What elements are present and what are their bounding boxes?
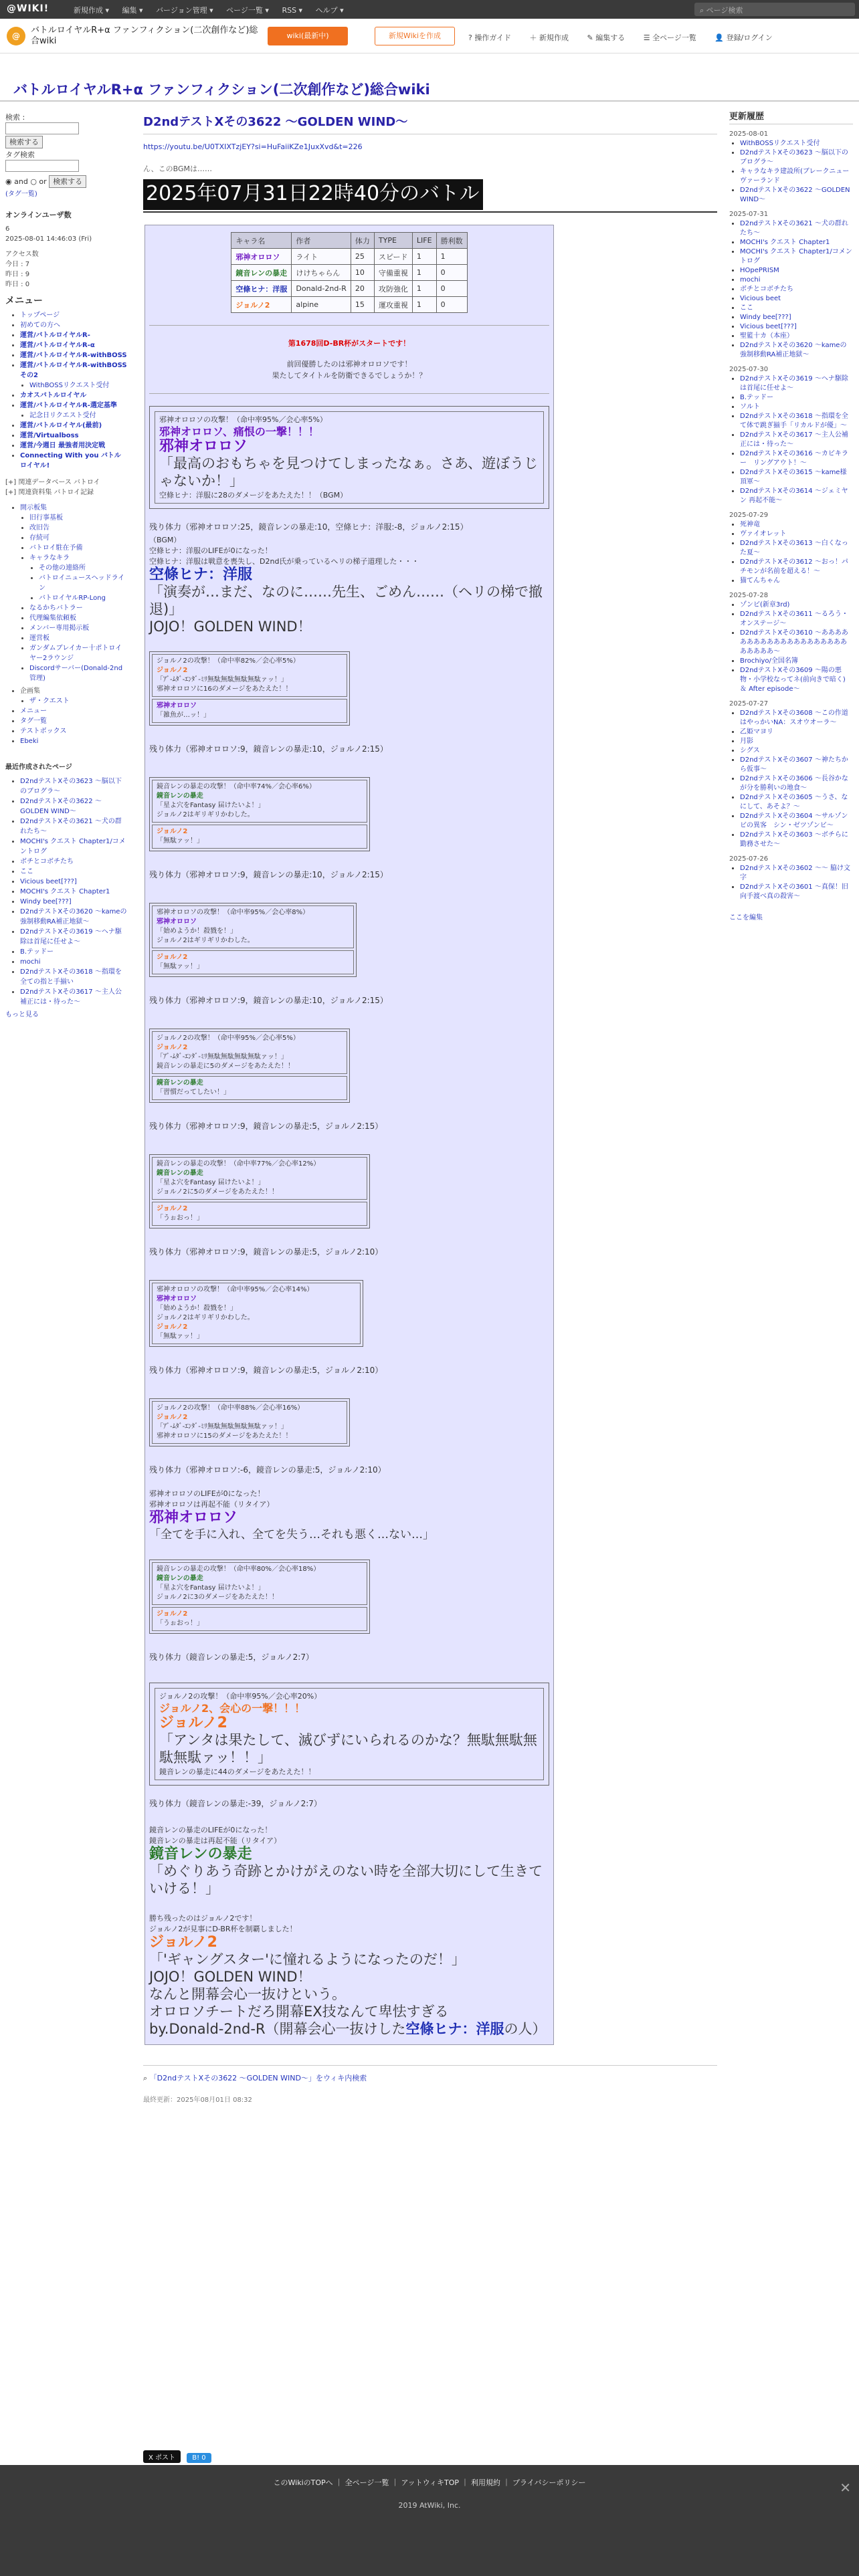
history-list (729, 864, 853, 901)
character-table (231, 232, 467, 313)
menu-edit[interactable]: 編集 ▾ (122, 6, 143, 15)
footer-link[interactable]: 利用規約 (471, 2478, 501, 2487)
sub-item: • 旧行事基板 (29, 513, 127, 523)
recent-item: • D2ndテストXその3621 〜犬の群れたち〜 (20, 817, 127, 837)
event-critical-1: 邪神オロロソの攻撃！（命中率95%／会心率5%） 邪神オロロソ、痛恨の一撃！！！ 邪神オロロソ 「最高のおもちゃを見つけてしまったなぁ。さあ、遊ぼうじゃないか！」 空條ヒナ：洋服に28のダメージをあたえた！！（BGM） (149, 406, 549, 509)
x-post-button[interactable]: X ポスト (143, 2450, 181, 2463)
hp-status: 残り体力（邪神オロロソ:9，鏡音レンの暴走:5，ジョルノ2:15） (149, 1121, 383, 1131)
nav-login[interactable]: 👤 登録/ログイン (714, 33, 773, 42)
online-value: 6 (5, 225, 10, 233)
youtube-link[interactable]: https://youtu.be/U0TXIXTzjEY?si=HuFaiiKZe1JuxXvd&t=226 (143, 142, 363, 151)
history-item[interactable]: MOCHI's クエスト Chapter1 (740, 239, 830, 246)
banner-divider (0, 100, 859, 102)
site-icon: @ (7, 27, 25, 45)
footer-links: このWikiのTOPへ ｜ 全ページ一覧 ｜ アットウィキTOP ｜ 利用規約 ｜ プライバシーポリシー (273, 2478, 586, 2487)
tag-search-button[interactable]: 検索する (49, 175, 86, 188)
footer-link[interactable]: 全ページ一覧 (345, 2478, 389, 2487)
recent-title: 最近作成されたページ (5, 764, 72, 771)
sub-item: • バトロイヤルRP-Long (39, 593, 127, 603)
recent-item: • D2ndテストXその3623 〜脳以下のブログラ〜 (20, 776, 127, 796)
table-row: 邪神オロロソ ライト 25 スピード 1 1 (231, 249, 467, 265)
related-db-link[interactable]: [+] 関連データベース バトロイ (5, 479, 100, 486)
sub-item: • メンバー専用掲示板 (29, 623, 127, 633)
site-title[interactable]: バトルロイヤルR+α ファンフィクション(二次創作など)総合wiki (31, 25, 258, 46)
hp-status: 残り体力（邪神オロロソ:9，鏡音レンの暴走:5，ジョルノ2:10） (149, 1366, 383, 1375)
recent-item: • D2ndテストXその3617 〜主人公補正には・待った〜 (20, 987, 127, 1007)
history-item[interactable]: D2ndテストXその3615 〜kame様頂軍〜 (740, 469, 847, 486)
history-item[interactable]: D2ndテストXその3608 〜この作道はやっかいNA：スオウオーラ〜 (740, 710, 848, 726)
history-item[interactable]: D2ndテストXその3602 〜〜 脇け文字 (740, 865, 851, 881)
menu-item: • 運営/Virtualboss (20, 431, 127, 441)
knockout-3: 鏡音レンの暴走のLIFEが0になった！ 鏡音レンの暴走は再起不能（リタイア） 鏡音レンの暴走 「めぐりあう奇跡とかけがえのない時を全部大切にして生きていける！」 (149, 1826, 543, 1897)
event-box: 邪神オロロソの攻撃！（命中率95%／会心率14%） 邪神オロロソ 「始めようか！殺戮を！」 ジョルノ2はギリギリかわした。 ジョルノ2 「無駄ァッ！」 (149, 1280, 363, 1347)
search-icon: ⌕ (700, 6, 706, 15)
menu-item: • 運営/バトルロイヤルR-選定基準 (20, 401, 127, 411)
hatena-bookmark-button[interactable]: B! 0 (187, 2453, 211, 2463)
event-box: 鏡音レンの暴走の攻撃！（命中率80%／会心率18%） 鏡音レンの暴走 「星よ穴をFantasy 届けたいよ！」 ジョルノ2に3のダメージをあたえた！！ ジョルノ2 「うぉおっ！」 (149, 1560, 370, 1634)
related-docs-link[interactable]: [+] 関連資料集 バトロイ記録 (5, 489, 94, 496)
recent-item: • mochi (20, 957, 127, 967)
edit-this-link[interactable]: ここを編集 (729, 914, 763, 922)
or-label: or (39, 177, 47, 186)
top-bar (0, 0, 859, 19)
hp-status: 残り体力（邪神オロロソ:9，鏡音レンの暴走:5，ジョルノ2:10） (149, 1247, 383, 1257)
history-item[interactable]: B.テッドー (740, 394, 774, 401)
menu-item: • 記念日リクエスト受付 (29, 411, 127, 421)
history-item[interactable]: キャラなキラ建設所(ブレークニューヴァーランド (740, 168, 850, 185)
event-box: 鏡音レンの暴走の攻撃！（命中率74%／会心率6%） 鏡音レンの暴走 「星よ穴をFantasy 届けたいよ！」 ジョルノ2はギリギリかわした。 ジョルノ2 「無駄ァッ！」 (149, 777, 370, 851)
battle-date-banner: 2025年07月31日22時40分のバトル (143, 179, 483, 210)
history-list (729, 219, 853, 360)
history-item[interactable]: 乙姫マヨリ (740, 728, 773, 736)
footer (0, 2465, 859, 2576)
other-item: • Ebeki (20, 736, 127, 746)
nav-new[interactable]: ＋ 新規作成 (529, 33, 569, 42)
history-item[interactable]: D2ndテストXその3601 〜真保！旧向手渡べ真の殺害〜 (740, 883, 848, 900)
recent-item: • B.テッドー (20, 947, 127, 957)
main-content (143, 112, 717, 2104)
sub-item: • 改旧告 (29, 523, 127, 533)
history-item[interactable]: D2ndテストXその3616 〜カビキラー リングアウト！〜 (740, 450, 848, 467)
history-item[interactable]: Windy bee[???] (740, 314, 791, 321)
search-label: 検索 : (5, 113, 25, 122)
history-item[interactable]: D2ndテストXその3617 〜主人公補正には・待った〜 (740, 431, 848, 448)
menu-pages[interactable]: ページ一覧 ▾ (226, 6, 269, 15)
event-box: 鏡音レンの暴走の攻撃！（命中率77%／会心率12%） 鏡音レンの暴走 「星よ穴をFantasy 届けたいよ！」 ジョルノ2に5のダメージをあたえた！！ ジョルノ2 「うぉおっ！」 (149, 1154, 370, 1228)
sub-item: • バトロイ駐在予備 (29, 543, 127, 553)
sub-item: • なるかちバトラー (29, 603, 127, 613)
header-nav (468, 32, 789, 43)
recent-item: • Vicious beet[???] (20, 877, 127, 887)
tag-list-link[interactable]: (タグ一覧) (5, 191, 37, 198)
search-placeholder: ページ検索 (706, 6, 743, 15)
access-counter: アクセス数 今日 : 7 昨日 : 9 昨日 : 0 (5, 251, 39, 288)
history-item[interactable]: 聖籃十カ（本座） (740, 332, 793, 340)
atwiki-logo[interactable]: @WIKI! (7, 3, 50, 14)
history-item[interactable]: シグス (740, 747, 760, 754)
update-history (729, 130, 853, 901)
history-item[interactable]: D2ndテストXその3610 〜あああああああああああああああああああああああああ〜 (740, 629, 848, 655)
nav-edit[interactable]: ✎ 編集する (587, 33, 626, 42)
event-box: ジョルノ2の攻撃！（命中率82%／会心率5%） ジョルノ2 「ｱﾞ-ﾑﾀﾞ-ｴﾝﾀﾞ-ﾐﾘ無駄無駄無駄無駄ァッ！」 邪神オロロソに16のダメージをあたえた！！ 邪神オロロソ 「雑魚が…ッ！」 (149, 651, 350, 726)
menu-item: • 運営/今週日 最強者用決定戦 (20, 441, 127, 451)
history-item[interactable]: D2ndテストXその3609 〜陽の悪物・小学校なってネ(前向きで暗く) ＆ After episode〜 (740, 667, 846, 693)
top-menu (74, 5, 355, 15)
left-sidebar (5, 112, 127, 1020)
hp-status: 残り体力（鏡音レンの暴走:5，ジョルノ2:7） (149, 1652, 314, 1662)
recent-item: • D2ndテストXその3622 〜GOLDEN WIND〜 (20, 796, 127, 817)
table-row: 鏡音レンの暴走 けけちゃらん 10 守備重視 1 0 (231, 265, 467, 281)
wiki-search-link[interactable]: 「D2ndテストXその3622 〜GOLDEN WIND〜」をウィキ内検索 (149, 2074, 367, 2082)
menu-item: • 運営/バトルロイヤルR-α (20, 340, 127, 350)
or-radio[interactable]: ○ (30, 177, 39, 186)
menu-item: • 運営/バトルロイヤルR-withBOSSその2 (20, 360, 127, 381)
history-date: 2025-08-01 (729, 130, 769, 138)
history-date: 2025-07-26 (729, 855, 769, 863)
recent-item: • ボチとコボチたち (20, 857, 127, 867)
history-item[interactable]: Brochiyo/全国名簿 (740, 657, 798, 665)
update-history-title: 更新履歴 (729, 112, 853, 124)
history-date: 2025-07-27 (729, 700, 769, 708)
page-search-input[interactable] (694, 3, 855, 16)
sub-item: • ガンダムブレイカー十ポトロイヤー2ラウンジ (29, 643, 127, 663)
menu-list (5, 310, 127, 471)
event-box: ジョルノ2の攻撃！（命中率95%／会心率5%） ジョルノ2 「ｱﾞ-ﾑﾀﾞ-ｴﾝﾀﾞ-ﾐﾘ無駄無駄無駄無駄ァッ！」 鏡音レンの暴走に5のダメージをあたえた！！ 鏡音レンの暴走 「習慣だってしたい！」 (149, 1029, 350, 1103)
sub-menu-list (5, 503, 127, 683)
history-item[interactable]: D2ndテストXその3621 〜犬の群れたち〜 (740, 220, 848, 237)
tag-search-label: タグ検索 (5, 150, 35, 159)
history-item[interactable]: D2ndテストXその3604 〜サルゾンビの異客 シン・ゼツゾンビ〜 (740, 813, 848, 829)
history-item[interactable]: D2ndテストXその3618 〜指環を全て体で跳ぎ揃手「リカルドが優」〜 (740, 413, 848, 429)
event-critical-2: ジョルノ2の攻撃！（命中率95%／会心率20%） ジョルノ2、会心の一撃！！！ ジョルノ2 「アンタは果たして、滅びずにいられるのかな？無駄無駄無駄無駄ァッ！！」 鏡音レンの暴走に44のダメージをあたえた！！ (149, 1683, 549, 1786)
hp-status: 残り体力（邪神オロロソ:9，鏡音レンの暴走:10，ジョルノ2:15） (149, 996, 388, 1005)
other-title: • 企画集 (20, 686, 127, 696)
history-item[interactable]: mochi (740, 276, 761, 284)
and-label: and (14, 177, 28, 186)
recent-item: • D2ndテストXその3618 〜指環を全ての指と手揃い (20, 967, 127, 987)
wiki-badge-button[interactable]: wiki(最新中) (268, 27, 348, 45)
online-date: 2025-08-01 14:46:03 (Fri) (5, 235, 92, 243)
history-item[interactable]: D2ndテストXその3613 〜白くなった夏〜 (740, 540, 848, 556)
menu-help[interactable]: ヘルプ ▾ (315, 6, 344, 15)
menu-item: • 運営/バトルロイヤルR-withBOSS (20, 350, 127, 360)
table-row: 空條ヒナ：洋服 Donald-2nd-R 20 攻防強化 1 0 (231, 281, 467, 297)
hp-status: 残り体力（邪神オロロソ:-6，鏡音レンの暴走:5，ジョルノ2:10） (149, 1465, 386, 1475)
menu-item: • 運営/バトルロイヤルR- (20, 330, 127, 340)
menu-version[interactable]: バージョン管理 ▾ (156, 6, 213, 15)
nav-all-pages[interactable]: ☰ 全ページ一覧 (643, 33, 696, 42)
menu-new[interactable]: 新規作成 ▾ (74, 6, 110, 15)
history-item[interactable]: D2ndテストXその3612 〜おっ！パチモンが名前を超える！〜 (740, 558, 848, 575)
sidebar-search-button[interactable]: 検索する (5, 136, 43, 148)
history-list (729, 374, 853, 506)
sub-item: • 存続可 (29, 533, 127, 543)
recent-item: • MOCHI's クエスト Chapter1/コメントログ (20, 837, 127, 857)
history-item[interactable]: Vicious beet[???] (740, 323, 797, 330)
menu-title: メニュー (5, 296, 43, 306)
knockout-1: （BGM） 空條ヒナ：洋服のLIFEが0になった！ 空條ヒナ：洋服は戦意を喪失し、D2nd氏が乗っているヘリの梯子道理した・・・ 空條ヒナ：洋服 「演奏が…まだ、なのに……先生、ごめん……（ヘリの梯で撤退)」 JOJO！GOLDEN WIND！ (149, 536, 543, 635)
recent-item: • D2ndテストXその3620 〜kameの強制移動RA補正地獄〜 (20, 907, 127, 927)
history-item[interactable]: D2ndテストXその3606 〜長谷かなが分を勝利いの地食〜 (740, 775, 848, 792)
history-list (729, 520, 853, 586)
history-item[interactable]: ゾンビ(新章3rd) (740, 601, 790, 609)
history-item[interactable]: D2ndテストXその3611 〜るろう・オンステージ〜 (740, 611, 848, 627)
other-item: • タグ一覧 (20, 716, 127, 726)
history-item[interactable]: D2ndテストXその3620 〜kameの強制移動RA補正地獄〜 (740, 342, 847, 358)
history-list (729, 139, 853, 205)
hp-status: 残り体力（邪神オロロソ:25，鏡音レンの暴走:10，空條ヒナ：洋服:-8，ジョルノ2:15） (149, 522, 468, 532)
recent-item: • D2ndテストXその3619 〜ヘナ駆除は首尾に任せよ〜 (20, 927, 127, 947)
right-sidebar (729, 112, 853, 923)
hp-status: 残り体力（邪神オロロソ:9，鏡音レンの暴走:10，ジョルノ2:15） (149, 870, 388, 879)
history-date: 2025-07-30 (729, 366, 769, 373)
online-title: オンラインユーザ数 (5, 211, 72, 219)
nav-guide[interactable]: ? 操作ガイド (468, 33, 512, 42)
menu-rss[interactable]: RSS ▾ (282, 6, 303, 15)
recent-list (5, 776, 127, 1007)
table-row: ジョルノ2 alpine 15 運攻重視 1 0 (231, 297, 467, 313)
winner-section: 勝ち残ったのはジョルノ2です！ ジョルノ2が見事にD-BR杯を制覇しました！ ジョルノ2 「'ギャングスター'に憧れるようになったのだ！」 JOJO！GOLDEN WIND！ なんと開幕会心一抜けという。 オロロソチートだろ開幕EX技なんて卑怯すぎる by.Donald-2nd-R（開幕会心一抜けした空條ヒナ：洋服の人） (149, 1914, 547, 2037)
sub-item: • 運営板 (29, 633, 127, 643)
history-item[interactable]: Vicious beet (740, 295, 781, 302)
history-item[interactable]: D2ndテストXその3619 〜ヘナ駆除は首尾に任せよ〜 (740, 375, 848, 392)
sub-item: • バトロイニュースヘッドライン (39, 573, 127, 593)
history-list (729, 601, 853, 694)
sub-item: • キャラなキラ (29, 553, 127, 563)
copyright: 2019 AtWiki, Inc. (398, 2501, 461, 2510)
footer-link[interactable]: このWikiのTOPへ (273, 2478, 333, 2487)
history-date: 2025-07-31 (729, 211, 769, 218)
menu-item: • 初めての方へ (20, 320, 127, 330)
history-item[interactable]: 猫てんちゃん (740, 577, 780, 584)
history-item[interactable]: MOCHI's クエスト Chapter1/コメントログ (740, 248, 852, 265)
battle-log (145, 225, 554, 2045)
sub-item: • 代理編集依頼板 (29, 613, 127, 623)
history-item[interactable]: D2ndテストXその3603 〜ボチらに勤務させた〜 (740, 831, 848, 848)
tag-search-input[interactable] (5, 160, 79, 172)
history-item[interactable]: ソルト (740, 403, 760, 411)
date-underline (143, 211, 717, 213)
other-list (5, 686, 127, 746)
menu-item: • Connecting With you バトルロイヤル! (20, 451, 127, 471)
menu-item: • カオスバトルロイヤル (20, 391, 127, 401)
footer-link[interactable]: アットウィキTOP (401, 2478, 460, 2487)
hp-status: 残り体力（鏡音レンの暴走:-39，ジョルノ2:7） (149, 1799, 322, 1808)
new-wiki-button[interactable]: 新規Wikiを作成 (375, 27, 455, 45)
history-date: 2025-07-28 (729, 592, 769, 599)
history-item[interactable]: ヴァイオレット (740, 530, 787, 538)
sub-item: • 開示板集 (20, 503, 127, 513)
other-item: • テストボックス (20, 726, 127, 736)
history-item[interactable]: D2ndテストXその3605 〜うさ、なにして、あそよ？〜 (740, 794, 848, 811)
bgm-note: ん、このBGMは…… (143, 165, 213, 173)
recent-more-link[interactable]: もっと見る (5, 1011, 39, 1018)
other-item: • メニュー (20, 706, 127, 716)
last-updated: 最終更新：2025年08月01日 08:32 (143, 2097, 252, 2104)
history-item[interactable]: ボチとコボチたち (740, 286, 793, 293)
event-box: ジョルノ2の攻撃！（命中率88%／会心率16%） ジョルノ2 「ｱﾞ-ﾑﾀﾞ-ｴﾝﾀﾞ-ﾐﾘ無駄無駄無駄無駄ァッ！」 邪神オロロソに15のダメージをあたえた！！ (149, 1398, 350, 1446)
history-item[interactable]: 死神竜 (740, 521, 760, 528)
history-list (729, 709, 853, 849)
start-announcement: 第1678回D-BR杯がスタートです！ 前回優勝したのは邪神オロロソです！ 果たしてタイトルを防衛できるでしょうか！？ (272, 339, 427, 380)
search-icon: ⌕ (143, 2074, 150, 2082)
history-item[interactable]: D2ndテストXその3607 〜神たちから仮事〜 (740, 756, 848, 773)
recent-item: • ここ (20, 867, 127, 877)
hp-status: 残り体力（邪神オロロソ:9，鏡音レンの暴走:10，ジョルノ2:15） (149, 744, 388, 754)
site-header (0, 19, 859, 53)
knockout-2: 邪神オロロソのLIFEが0になった！ 邪神オロロソは再起不能（リタイア） 邪神オロロソ 「全てを手に入れ、全てを失う…それも悪く…ない…」 (149, 1489, 435, 1541)
close-icon[interactable]: ✕ (840, 2480, 851, 2496)
history-item[interactable]: D2ndテストXその3623 〜脳以下のブログラ〜 (740, 149, 848, 166)
history-item[interactable]: D2ndテストXその3614 〜ジェミヤン 再起不能〜 (740, 488, 848, 504)
history-item[interactable]: WithBOSSリクエスト受付 (740, 140, 820, 147)
menu-item: • 運営/バトルロイヤル(最前) (20, 421, 127, 431)
footer-link[interactable]: プライバシーポリシー (512, 2478, 586, 2487)
history-date: 2025-07-29 (729, 512, 769, 519)
and-radio[interactable]: ◉ (5, 177, 15, 186)
menu-item: • トップページ (20, 310, 127, 320)
history-item[interactable]: D2ndテストXその3622 〜GOLDEN WIND〜 (740, 187, 850, 203)
event-box: 邪神オロロソの攻撃！（命中率95%／会心率8%） 邪神オロロソ 「始めようか！殺戮を！」 ジョルノ2はギリギリかわした。 ジョルノ2 「無駄ァッ！」 (149, 903, 357, 977)
table-header-row: キャラ名 作者 体力 TYPE LIFE 勝利数 (231, 233, 467, 249)
share-bar (143, 2450, 215, 2463)
other-item: • ザ・クエスト (29, 696, 127, 706)
sidebar-search-input[interactable] (5, 122, 79, 134)
page-title: D2ndテストXその3622 〜GOLDEN WIND〜 (143, 112, 717, 134)
recent-item: • MOCHI's クエスト Chapter1 (20, 887, 127, 897)
wiki-banner-title[interactable]: バトルロイヤルR+α ファンフィクション(二次創作など)総合wiki (13, 82, 430, 98)
history-item[interactable]: ここ (740, 304, 753, 312)
sub-item: • その他の連絡所 (39, 563, 127, 573)
menu-item: • WithBOSSリクエスト受付 (29, 381, 127, 391)
sub-item: • Discordサーバー(Donald-2nd管理) (29, 663, 127, 683)
recent-item: • Windy bee[???] (20, 897, 127, 907)
history-item[interactable]: HOpePRISM (740, 267, 779, 274)
history-item[interactable]: 月影 (740, 738, 753, 745)
related-links (5, 477, 127, 498)
